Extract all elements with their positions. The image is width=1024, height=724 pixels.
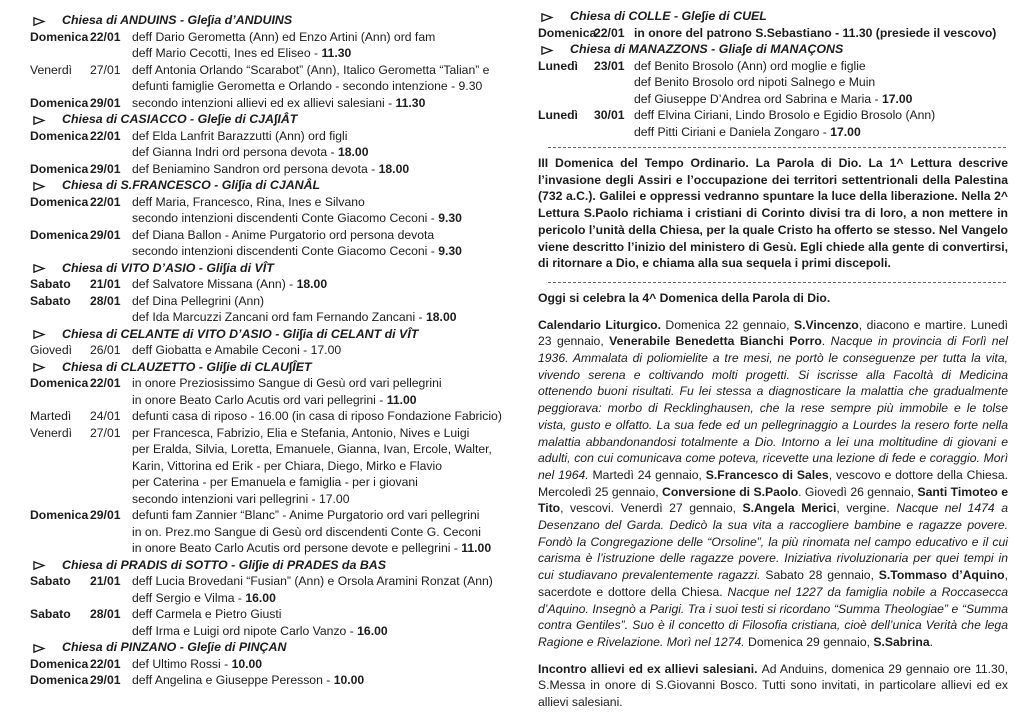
mass-intentions — [132, 425, 522, 508]
date-label: 22/01 — [90, 29, 121, 44]
mass-line — [132, 210, 522, 227]
date-label: 22/01 — [90, 656, 121, 671]
mass-intentions — [132, 507, 522, 557]
mass-row — [30, 408, 522, 425]
mass-line — [132, 144, 522, 161]
text-run: 18.00 — [426, 310, 457, 324]
text-run: Santi Timoteo e Tito — [538, 484, 1008, 516]
text-run: 9.30 — [438, 244, 462, 258]
parola-di-dio-paragraph — [538, 290, 1008, 307]
day-label: Domenica — [30, 194, 89, 209]
mass-line — [132, 524, 522, 541]
date-label: 21/01 — [90, 277, 121, 291]
church-section — [30, 260, 522, 326]
text-run: deff Sergio e Vilma - — [132, 590, 246, 605]
mass-intentions — [634, 58, 1008, 108]
section-header-text: Chiesa di ANDUINS - Gle∫ia d’ANDUINS — [62, 13, 293, 27]
mass-intentions — [132, 573, 522, 606]
day-label: Giovedì — [30, 343, 73, 357]
mass-row — [30, 507, 522, 557]
mass-line — [132, 507, 522, 524]
church-section — [30, 12, 522, 111]
date-label: 22/01 — [90, 376, 121, 390]
text-run: , vergine. — [836, 501, 897, 516]
day-label: Domenica — [30, 508, 89, 522]
day-label: Venerdì — [30, 62, 73, 77]
text-run: 18.00 — [296, 277, 328, 291]
section-header-text: Chiesa di VITO D’ASIO - Gli∫ia di VÎT — [62, 260, 274, 275]
mass-line — [132, 425, 522, 442]
mass-line — [634, 91, 1008, 108]
text-run: 11.30 — [321, 46, 352, 60]
mass-line — [132, 441, 522, 458]
text-run: Oggi si celebra la 4^ Domenica della Parola di Dio. — [538, 290, 831, 305]
section-header — [30, 639, 522, 656]
mass-row — [30, 194, 522, 227]
mass-row — [30, 672, 522, 689]
mass-line — [132, 408, 522, 425]
mass-row — [30, 128, 522, 161]
section-header-text: Chiesa di COLLE - Gle∫ie di CUEL — [570, 9, 767, 23]
mass-line — [132, 672, 522, 689]
text-run: 18.00 — [378, 161, 410, 176]
text-run: deff Antonia Orlando “Scarabot” (Ann), Italico Gerometta “Talian” e — [132, 62, 490, 77]
day-label: Domenica — [538, 25, 597, 40]
mass-line — [634, 74, 1008, 91]
text-run: 18.00 — [337, 145, 369, 159]
mass-row — [30, 227, 522, 260]
day-label: Sabato — [30, 607, 71, 621]
text-run: , vescovo e dottore della Chiesa. Mercoledì 25 gennaio, — [538, 467, 1008, 499]
section-header-text: Chiesa di CELANTE di VITO D’ASIO - Gli∫ia di CELANT di VÎT — [62, 326, 419, 341]
mass-row — [538, 58, 1008, 108]
day-label: Domenica — [30, 673, 89, 687]
date-label: 29/01 — [90, 673, 121, 687]
mass-row — [30, 293, 522, 326]
section-header — [30, 12, 522, 29]
mass-intentions — [132, 29, 522, 62]
section-header-text: Chiesa di CLAUZETTO - Gli∫ie di CLAU∫ÎET — [62, 359, 312, 374]
date-label: 22/01 — [90, 128, 121, 143]
mass-intentions — [132, 62, 522, 95]
text-run: in onore Beato Carlo Acutis ord persone devote e pellegrini - — [132, 541, 462, 555]
date-label: 21/01 — [90, 574, 121, 588]
text-run: Martedì 24 gennaio, — [588, 467, 706, 482]
text-run: defunti famiglie Gerometta e Orlando - secondo intenzione - 9.30 — [132, 79, 483, 93]
calendario-liturgico-paragraph — [538, 317, 1008, 651]
mass-row — [30, 573, 522, 606]
mass-intentions — [634, 25, 1008, 42]
text-run: S.Vincenzo — [793, 317, 859, 332]
date-label: 27/01 — [90, 425, 121, 440]
date-label: 28/01 — [90, 293, 121, 308]
mass-intentions — [132, 227, 522, 260]
mass-line — [132, 375, 522, 392]
mass-row — [30, 276, 522, 293]
text-run: secondo intenzioni vari pellegrini - 17.00 — [132, 491, 350, 506]
mass-row — [30, 606, 522, 639]
left-column — [30, 12, 522, 689]
mass-line — [132, 243, 522, 260]
date-label: 22/01 — [594, 25, 625, 40]
dashed-divider — [548, 282, 1006, 283]
church-section — [538, 8, 1008, 41]
text-run: in on. Prez.mo Sangue di Gesù ord discendenti Conte G. Ceconi — [132, 524, 481, 539]
mass-line — [132, 128, 522, 145]
arrow-bullet-icon — [32, 559, 46, 570]
mass-intentions — [132, 161, 522, 178]
mass-row — [30, 375, 522, 408]
text-run: , diacono e martire. Lunedì 23 gennaio, — [538, 317, 1008, 349]
section-header — [30, 359, 522, 376]
text-run: deff Giobatta e Amabile Ceconi - 17.00 — [132, 343, 342, 357]
section-header — [30, 326, 522, 343]
mass-line — [634, 124, 1008, 141]
text-run: def Benito Brosolo (Ann) ord moglie e figlie — [634, 58, 866, 73]
mass-row — [30, 656, 522, 673]
section-header-text: Chiesa di PINZANO - Gle∫ie di PINÇAN — [62, 640, 287, 654]
date-label: 24/01 — [90, 409, 121, 423]
text-run: Nacque in provincia di Forlì nel 1936. Ammalata di poliomielite a tre mesi, ne portò le conseguenze per tutta la vita, vivendo serena e coltivando molti progetti. Si iscrisse alla Facoltà di Medicina ottenendo buoni risultati. Fu lei stessa a diagnosticare la malattia che gradualmente peggiorava: morbo di Recklinghausen, che la rese sempre più immobile e le tolse vista, gusto e olfatto. La sua fede ed un pellegrinaggio a Lourdes la resero forte nella malattia abbandonandosi totalmente a Dio. Intorno a lei una moltitudine di giovani e adulti, con cui comunicava come poteva, ricevette una lezione di fede e coraggio. Morì nel 1964. — [538, 334, 1008, 482]
date-label: 28/01 — [90, 607, 121, 621]
section-header — [30, 111, 522, 128]
day-label: Martedì — [30, 409, 72, 423]
text-run: 10.00 — [333, 673, 365, 687]
arrow-bullet-icon — [32, 642, 46, 653]
text-run: S.Sabrina — [873, 634, 930, 649]
text-run: deff Dario Gerometta (Ann) ed Enzo Artini (Ann) ord fam — [132, 29, 436, 44]
right-column — [538, 8, 1008, 711]
mass-line — [634, 58, 1008, 75]
arrow-bullet-icon — [32, 262, 46, 273]
mass-line — [132, 590, 522, 607]
mass-line — [634, 25, 1008, 42]
text-run: deff Elvina Ciriani, Lindo Brosolo e Egidio Brosolo (Ann) — [634, 108, 936, 122]
text-run: Incontro allievi ed ex allievi salesiani. — [538, 661, 762, 676]
section-header-text: Chiesa di PRADIS di SOTTO - Gli∫ie di PRADES da BAS — [62, 557, 386, 572]
day-label: Domenica — [30, 227, 89, 242]
day-label: Domenica — [30, 128, 89, 143]
text-run: . — [821, 334, 831, 349]
date-label: 29/01 — [90, 161, 121, 176]
mass-line — [132, 29, 522, 46]
text-run: 11.30 — [395, 95, 426, 110]
mass-intentions — [132, 194, 522, 227]
mass-intentions — [132, 95, 522, 112]
mass-row — [30, 95, 522, 112]
text-run: def Giuseppe D’Andrea ord Sabrina e Maria - — [634, 91, 882, 106]
mass-row — [30, 29, 522, 62]
text-run: per Eralda, Silvia, Loretta, Emanuele, Gianna, Ivan, Ercole, Walter, — [132, 442, 492, 456]
text-run: per Caterina - per Emanuela e famiglia - per i giovani — [132, 475, 418, 489]
text-run: S.Francesco di Sales — [705, 467, 829, 482]
text-run: III Domenica del Tempo Ordinario. La Parola di Dio. La 1^ Lettura descrive l’invasione degli Assiri e l’occupazione dei territori settentrionali della Palestina (732 a.C.). Galilei e oppressi vedranno spuntare la luce della liberazione. Nella 2^ Lettura S.Paolo richiama i cristiani di Corinto divisi tra di loro, a non mettere in pericolo l’unità della Chiesa, per la quale Cristo ha offerto se stesso. Nel Vangelo viene descritto l’inizio del ministero di Gesù. Egli chiede alla gente di convertirsi, di ritornare a Dio, e chiama alla sua sequela i primi discepoli. — [538, 156, 1008, 271]
text-run: Ad Anduins, domenica 29 gennaio ore 11.30, S.Messa in onore di S.Giovanni Bosco. Tutti sono invitati, in particolare allievi ed ex allievi salesiani. — [538, 661, 1008, 710]
text-run: per Francesca, Fabrizio, Elia e Stefania, Antonio, Nives e Luigi — [132, 425, 470, 440]
date-label: 22/01 — [90, 194, 121, 209]
mass-intentions — [132, 375, 522, 408]
text-run: def Beniamino Sandron ord persona devota - — [132, 161, 379, 176]
arrow-bullet-icon — [32, 180, 46, 191]
mass-row — [30, 161, 522, 178]
date-label: 29/01 — [90, 227, 121, 242]
text-run: Karin, Vittorina ed Erik - per Chiara, Diego, Mirko e Flavio — [132, 458, 443, 473]
mass-line — [132, 623, 522, 640]
text-run: Nacque nel 1474 a Desenzano del Garda. Dedicò la sua vita a raccogliere bambine e ragazze povere. Fondò la Congregazione delle “Orsoline”, la più rinomata nel campo educativo e il cui carisma è l’istruzione delle ragazze povere. Iniziativa rivoluzionaria per quei tempi in cui studiavano prevalentemente ragazzi. — [538, 501, 1008, 583]
text-run: , sacerdote e dottore della Chiesa. — [538, 568, 1008, 599]
date-label: 29/01 — [90, 508, 121, 522]
text-run: S.Tommaso d’Aquino — [878, 568, 1005, 583]
text-run: . — [929, 634, 933, 649]
text-run: in onore Beato Carlo Acutis ord vari pellegrini - — [132, 392, 387, 407]
incontro-allievi-paragraph — [538, 661, 1008, 711]
section-header — [30, 177, 522, 194]
text-run: deff Lucia Brovedani “Fusian” (Ann) e Orsola Aramini Ronzat (Ann) — [132, 574, 493, 588]
text-run: 10.00 — [231, 656, 263, 671]
text-run: defunti casa di riposo - 16.00 (in casa di riposo Fondazione Fabricio) — [132, 409, 502, 423]
mass-row — [538, 107, 1008, 140]
mass-row — [30, 62, 522, 95]
text-run: def Ida Marcuzzi Zancani ord fam Fernando Zancani - — [132, 310, 426, 324]
mass-line — [132, 45, 522, 62]
mass-line — [132, 194, 522, 211]
tempo-ordinario-paragraph — [538, 155, 1008, 272]
text-run: 16.00 — [357, 623, 388, 638]
mass-intentions — [132, 276, 522, 293]
day-label: Sabato — [30, 293, 71, 308]
mass-intentions — [132, 408, 522, 425]
mass-line — [132, 392, 522, 409]
text-run: deff Angelina e Giuseppe Peresson - — [132, 673, 334, 687]
church-section — [30, 111, 522, 177]
section-header-text: Chiesa di S.FRANCESCO - Gli∫ia di CJANÂL — [62, 178, 321, 192]
text-run: def Ultimo Rossi - — [132, 656, 232, 671]
mass-row — [538, 25, 1008, 42]
mass-line — [132, 227, 522, 244]
mass-intentions — [132, 606, 522, 639]
mass-line — [132, 161, 522, 178]
mass-line — [132, 458, 522, 475]
text-run: def Benito Brosolo ord nipoti Salnego e Muin — [634, 75, 876, 89]
text-run: 9.30 — [438, 211, 462, 225]
arrow-bullet-icon — [540, 11, 554, 22]
text-run: 17.00 — [830, 124, 861, 139]
mass-line — [132, 309, 522, 326]
text-run: S.Angela Merici — [742, 501, 837, 516]
section-header — [30, 260, 522, 277]
text-run: 11.00 — [386, 392, 417, 407]
day-label: Sabato — [30, 574, 71, 588]
day-label: Lunedì — [538, 108, 578, 122]
text-run: deff Mario Cecotti, Ines ed Eliseo - — [132, 46, 322, 60]
church-section — [30, 557, 522, 640]
mass-intentions — [132, 342, 522, 359]
date-label: 27/01 — [90, 62, 121, 77]
church-section — [538, 41, 1008, 140]
text-run: deff Irma e Luigi ord nipote Carlo Vanzo - — [132, 623, 358, 638]
mass-intentions — [132, 128, 522, 161]
mass-line — [132, 573, 522, 590]
section-header-text: Chiesa di CASIACCO - Gle∫ie di CJA∫IÂT — [62, 112, 298, 126]
text-run: secondo intenzioni discendenti Conte Giacomo Ceconi - — [132, 244, 439, 258]
section-header-text: Chiesa di MANAZZONS - Glia∫e di MANAÇONS — [570, 42, 844, 56]
text-run: 17.00 — [881, 91, 913, 106]
text-run: def Salvatore Missana (Ann) - — [132, 277, 297, 291]
text-run: in onore Preziosissimo Sangue di Gesù ord vari pellegrini — [132, 376, 442, 390]
date-label: 30/01 — [594, 108, 625, 122]
text-run: Domenica 22 gennaio, — [665, 317, 794, 332]
date-label: 29/01 — [90, 95, 121, 110]
text-run: Venerabile Benedetta Bianchi Porro — [609, 334, 822, 349]
day-label: Domenica — [30, 376, 89, 390]
mass-line — [132, 342, 522, 359]
mass-line — [132, 474, 522, 491]
text-run: def Diana Ballon - Anime Purgatorio ord persona devota — [132, 227, 435, 242]
arrow-bullet-icon — [32, 15, 46, 26]
text-run: Domenica 29 gennaio, — [744, 634, 874, 649]
section-header — [30, 557, 522, 574]
date-label: 26/01 — [90, 343, 121, 357]
arrow-bullet-icon — [32, 361, 46, 372]
arrow-bullet-icon — [540, 44, 554, 55]
church-section — [30, 326, 522, 359]
church-section — [30, 639, 522, 689]
day-label: Sabato — [30, 277, 71, 291]
mass-intentions — [132, 672, 522, 689]
text-run: 16.00 — [245, 590, 276, 605]
mass-line — [132, 78, 522, 95]
mass-line — [132, 276, 522, 293]
text-run: defunti fam Zannier “Blanc” - Anime Purgatorio ord vari pellegrini — [132, 508, 480, 522]
day-label: Venerdì — [30, 425, 73, 440]
text-run: Sabato 28 gennaio, — [760, 568, 879, 583]
text-run: , vescovi. Venerdì 27 gennaio, — [560, 501, 743, 516]
day-label: Lunedì — [538, 58, 578, 73]
dashed-divider — [548, 147, 1006, 148]
text-run: Calendario Liturgico. — [538, 317, 666, 332]
text-run: . Giovedì 26 gennaio, — [798, 484, 918, 499]
mass-intentions — [132, 293, 522, 326]
text-run: def Elda Lanfrit Barazzutti (Ann) ord figli — [132, 128, 348, 143]
text-run: Conversione di S.Paolo — [662, 484, 799, 499]
mass-line — [132, 540, 522, 557]
church-section — [30, 359, 522, 557]
mass-line — [634, 107, 1008, 124]
text-run: deff Pitti Ciriani e Daniela Zongaro - — [634, 124, 831, 139]
day-label: Domenica — [30, 29, 89, 44]
day-label: Domenica — [30, 656, 89, 671]
text-run: secondo intenzioni discendenti Conte Giacomo Ceconi - — [132, 211, 439, 225]
text-run: deff Carmela e Pietro Giusti — [132, 607, 282, 621]
text-run: def Gianna Indri ord persona devota - — [132, 145, 338, 159]
mass-intentions — [132, 656, 522, 673]
text-run: secondo intenzioni allievi ed ex allievi salesiani - — [132, 95, 396, 110]
mass-intentions — [634, 107, 1008, 140]
section-header — [538, 8, 1008, 25]
day-label: Domenica — [30, 95, 89, 110]
section-header — [538, 41, 1008, 58]
text-run: in onore del patrono S.Sebastiano - 11.30 (presiede il vescovo) — [634, 25, 997, 40]
mass-line — [132, 606, 522, 623]
mass-line — [132, 656, 522, 673]
mass-row — [30, 425, 522, 508]
mass-line — [132, 293, 522, 310]
text-run: 11.00 — [461, 541, 492, 555]
text-run: deff Maria, Francesco, Rina, Ines e Silvano — [132, 194, 365, 209]
mass-row — [30, 342, 522, 359]
mass-line — [132, 95, 522, 112]
text-run: def Dina Pellegrini (Ann) — [132, 293, 265, 308]
text-run: Nacque nel 1227 da famiglia nobile a Roccasecca d’Aquino. Insegnò a Parigi. Tra i suoi testi si ricordano “Summa Theologiae” e “Summa contra Gentiles”. Suo è il concetto di Filosofia cristiana, cioè dell’unica Verità che lega Ragione e Rivelazione. Morì nel 1274. — [538, 584, 1009, 649]
arrow-bullet-icon — [32, 114, 46, 125]
church-section — [30, 177, 522, 260]
arrow-bullet-icon — [32, 328, 46, 339]
mass-line — [132, 62, 522, 79]
date-label: 23/01 — [594, 58, 625, 73]
mass-line — [132, 491, 522, 508]
day-label: Domenica — [30, 161, 89, 176]
